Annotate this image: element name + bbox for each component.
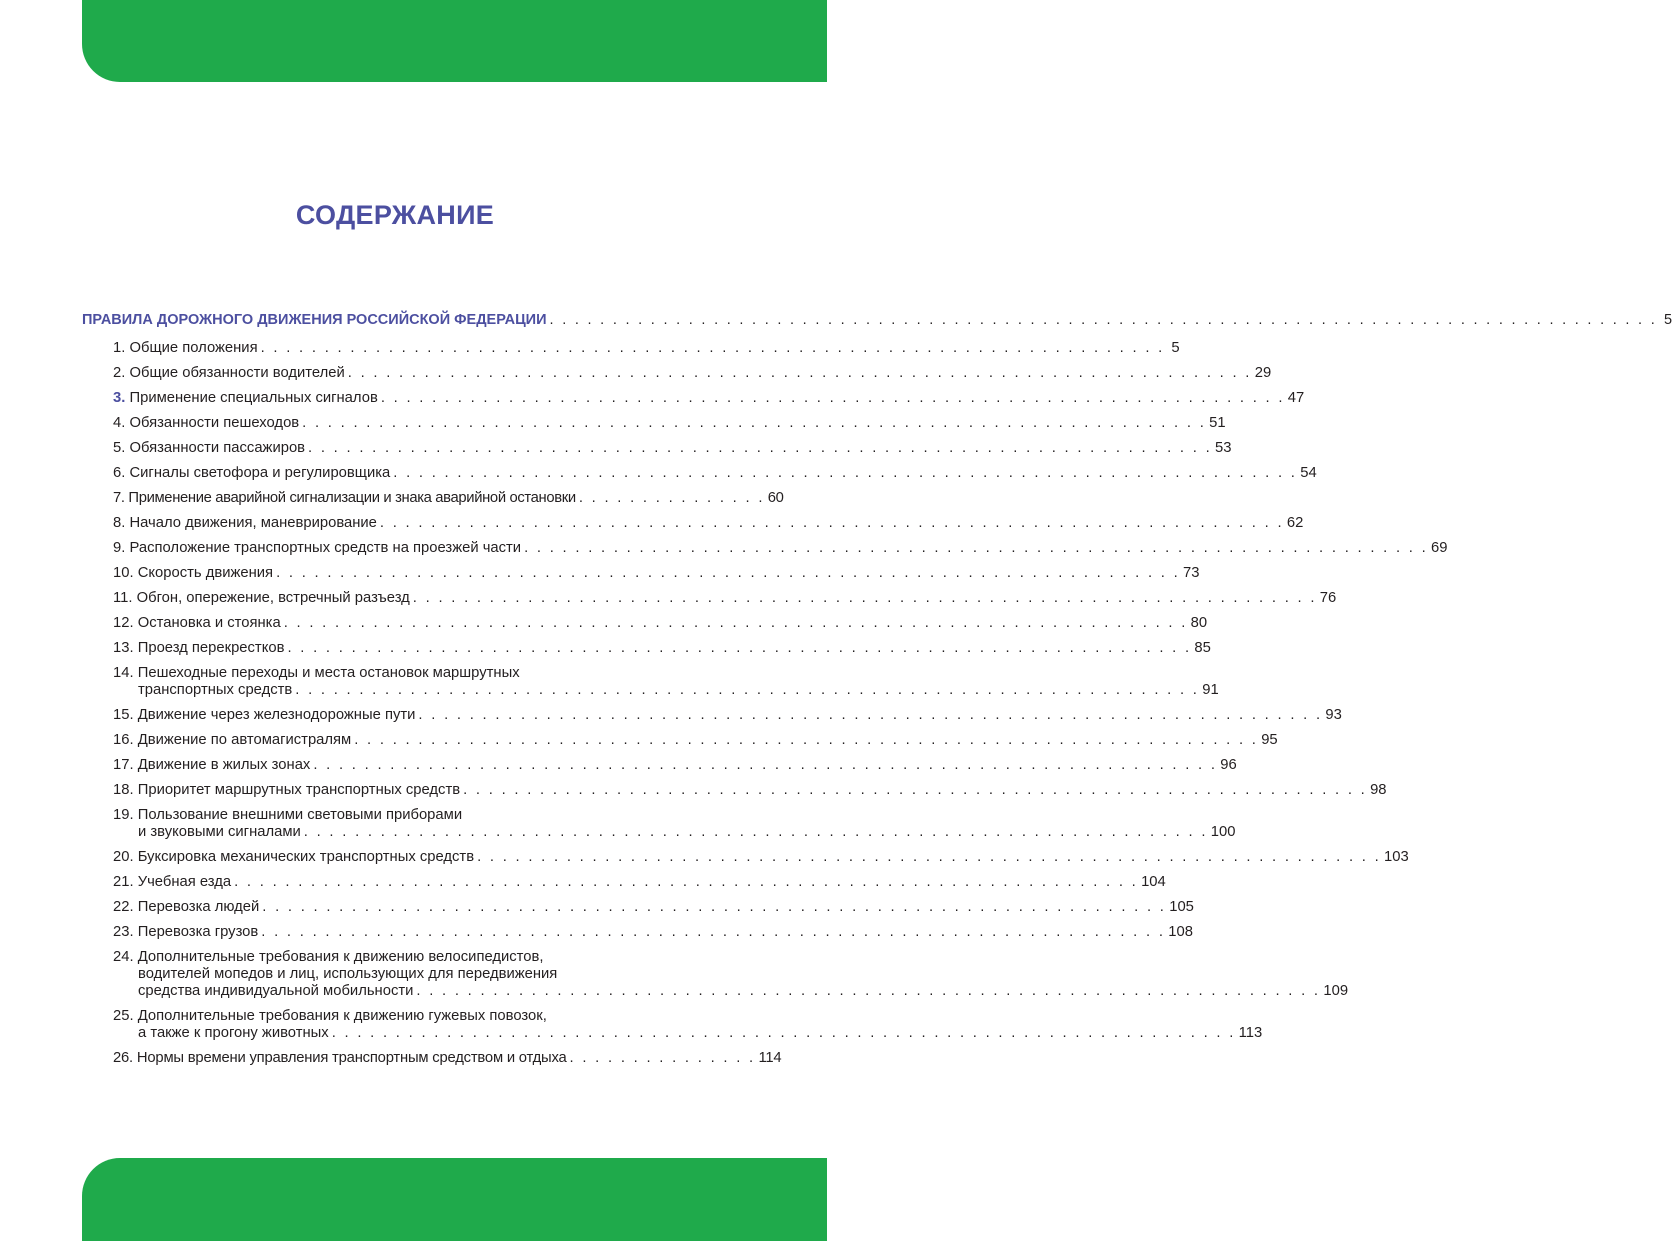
item-page: 114 — [758, 1050, 782, 1066]
toc-item[interactable] — [82, 874, 1166, 891]
dot-leader: . . . . . . . . . . . . . . . . . . . . . . . . . . . . . . . . . . . . . . . . . . . . . . . . . . . . . . . . . . . . . . . . . . . . . . . — [313, 757, 1218, 773]
item-label: 26. Нормы времени управления транспортным средством и отдыха — [113, 1050, 567, 1066]
toc-item[interactable] — [82, 590, 1337, 607]
dot-leader: . . . . . . . . . . . . . . . . . . . . . . . . . . . . . . . . . . . . . . . . . . . . . . . . . . . . . . . . . . . . . . . . . . . . . . . — [354, 732, 1259, 748]
dot-leader: . . . . . . . . . . . . . . . — [569, 1050, 756, 1066]
item-label: 22. Перевозка людей — [113, 899, 260, 915]
item-page: 109 — [1323, 983, 1349, 999]
toc-item[interactable] — [82, 807, 1236, 841]
toc-item[interactable] — [82, 365, 1272, 382]
item-label: 2. Общие обязанности водителей — [113, 365, 345, 381]
item-page: 108 — [1168, 924, 1193, 940]
item-label: 24. Дополнительные требования к движению велосипедистов, — [113, 949, 544, 965]
item-label: 3. Применение специальных сигналов — [113, 390, 378, 406]
item-label-continued: и звуковыми сигналами — [138, 824, 301, 840]
part-page: 5 — [1663, 312, 1672, 328]
toc-item[interactable] — [82, 340, 1180, 357]
item-page: 73 — [1183, 565, 1200, 581]
table-of-contents — [82, 312, 1672, 1075]
item-label: 25. Дополнительные требования к движению гужевых повозок, — [113, 1008, 547, 1024]
dot-leader: . . . . . . . . . . . . . . . . . . . . . . . . . . . . . . . . . . . . . . . . . . . . . . . . . . . . . . . . . . . . . . . . . . . . . . . — [261, 924, 1166, 940]
toc-item[interactable] — [82, 565, 1200, 582]
item-label: 13. Проезд перекрестков — [113, 640, 285, 656]
item-label: 12. Остановка и стоянка — [113, 615, 281, 631]
item-label: 7. Применение аварийной сигнализации и знака аварийной остановки — [113, 490, 576, 506]
item-label: 1. Общие положения — [113, 340, 258, 356]
item-page: 91 — [1202, 682, 1219, 698]
dot-leader: . . . . . . . . . . . . . . . . . . . . . . . . . . . . . . . . . . . . . . . . . . . . . . . . . . . . . . . . . . . . . . . . . . . . . . . . . . . . . . . . . . . . . . . . — [549, 312, 1658, 328]
dot-leader: . . . . . . . . . . . . . . . . . . . . . . . . . . . . . . . . . . . . . . . . . . . . . . . . . . . . . . . . . . . . . . . . . . . . . . . — [276, 565, 1181, 581]
toc-item[interactable] — [82, 640, 1211, 657]
toc-item[interactable] — [82, 707, 1342, 724]
dot-leader: . . . . . . . . . . . . . . . — [578, 490, 765, 506]
item-label: 21. Учебная езда — [113, 874, 232, 890]
dot-leader: . . . . . . . . . . . . . . . . . . . . . . . . . . . . . . . . . . . . . . . . . . . . . . . . . . . . . . . . . . . . . . . . . . . . . . . — [416, 983, 1321, 999]
item-label-continued: а также к прогону животных — [138, 1025, 329, 1041]
item-label: 10. Скорость движения — [113, 565, 274, 581]
item-label: 5. Обязанности пассажиров — [113, 440, 306, 456]
toc-item[interactable] — [82, 924, 1193, 941]
item-label: 16. Движение по автомагистралям — [113, 732, 352, 748]
toc-item[interactable] — [82, 757, 1237, 774]
toc-item[interactable] — [82, 1050, 782, 1067]
dot-leader: . . . . . . . . . . . . . . . . . . . . . . . . . . . . . . . . . . . . . . . . . . . . . . . . . . . . . . . . . . . . . . . . . . . . . . . — [477, 849, 1382, 865]
item-label-continued: транспортных средств — [138, 682, 293, 698]
item-page: 69 — [1431, 540, 1448, 556]
item-page: 98 — [1370, 782, 1387, 798]
item-page: 76 — [1319, 590, 1337, 606]
item-page: 51 — [1209, 415, 1226, 431]
item-page: 100 — [1210, 824, 1236, 840]
toc-part-heading[interactable] — [82, 312, 1672, 329]
toc-item[interactable] — [82, 465, 1317, 482]
dot-leader: . . . . . . . . . . . . . . . . . . . . . . . . . . . . . . . . . . . . . . . . . . . . . . . . . . . . . . . . . . . . . . . . . . . . . . . — [393, 465, 1298, 481]
dot-leader: . . . . . . . . . . . . . . . . . . . . . . . . . . . . . . . . . . . . . . . . . . . . . . . . . . . . . . . . . . . . . . . . . . . . . . . — [524, 540, 1429, 556]
item-page: 60 — [767, 490, 784, 506]
part-label: ПРАВИЛА ДОРОЖНОГО ДВИЖЕНИЯ РОССИЙСКОЙ ФЕДЕРАЦИИ — [82, 312, 547, 328]
dot-leader: . . . . . . . . . . . . . . . . . . . . . . . . . . . . . . . . . . . . . . . . . . . . . . . . . . . . . . . . . . . . . . . . . . . . . . . — [295, 682, 1200, 698]
dot-leader: . . . . . . . . . . . . . . . . . . . . . . . . . . . . . . . . . . . . . . . . . . . . . . . . . . . . . . . . . . . . . . . . . . . . . . . — [379, 515, 1284, 531]
item-label: 9. Расположение транспортных средств на проезжей части — [113, 540, 522, 556]
item-page: 54 — [1300, 465, 1317, 481]
item-page: 105 — [1169, 899, 1194, 915]
toc-item[interactable] — [82, 540, 1448, 557]
item-page: 5 — [1171, 340, 1180, 356]
item-page: 29 — [1254, 365, 1272, 381]
bottom-green-band — [82, 1158, 827, 1241]
toc-item[interactable] — [82, 515, 1304, 532]
dot-leader: . . . . . . . . . . . . . . . . . . . . . . . . . . . . . . . . . . . . . . . . . . . . . . . . . . . . . . . . . . . . . . . . . . . . . . . — [347, 365, 1252, 381]
toc-item[interactable] — [82, 949, 1349, 1000]
item-label-continued: водителей мопедов и лиц, использующих для передвижения — [138, 966, 558, 982]
toc-item[interactable] — [82, 732, 1278, 749]
toc-item[interactable] — [82, 1008, 1263, 1042]
dot-leader: . . . . . . . . . . . . . . . . . . . . . . . . . . . . . . . . . . . . . . . . . . . . . . . . . . . . . . . . . . . . . . . . . . . . . . . — [283, 615, 1188, 631]
dot-leader: . . . . . . . . . . . . . . . . . . . . . . . . . . . . . . . . . . . . . . . . . . . . . . . . . . . . . . . . . . . . . . . . . . . . . . . — [463, 782, 1368, 798]
item-label: 6. Сигналы светофора и регулировщика — [113, 465, 391, 481]
dot-leader: . . . . . . . . . . . . . . . . . . . . . . . . . . . . . . . . . . . . . . . . . . . . . . . . . . . . . . . . . . . . . . . . . . . . . . . — [262, 899, 1167, 915]
item-label: 23. Перевозка грузов — [113, 924, 259, 940]
toc-item[interactable] — [82, 440, 1232, 457]
toc-item[interactable] — [82, 665, 1219, 699]
dot-leader: . . . . . . . . . . . . . . . . . . . . . . . . . . . . . . . . . . . . . . . . . . . . . . . . . . . . . . . . . . . . . . . . . . . . . . . — [302, 415, 1207, 431]
item-label: 11. Обгон, опережение, встречный разъезд — [113, 590, 410, 606]
item-label: 19. Пользование внешними световыми приборами — [113, 807, 463, 823]
item-label: 18. Приоритет маршрутных транспортных средств — [113, 782, 461, 798]
toc-item[interactable] — [82, 490, 784, 507]
item-page: 103 — [1384, 849, 1409, 865]
item-page: 85 — [1194, 640, 1211, 656]
top-green-band — [82, 0, 827, 82]
item-label: 15. Движение через железнодорожные пути — [113, 707, 416, 723]
toc-item[interactable] — [82, 899, 1194, 916]
item-label: 20. Буксировка механических транспортных средств — [113, 849, 475, 865]
toc-item[interactable] — [82, 415, 1226, 432]
dot-leader: . . . . . . . . . . . . . . . . . . . . . . . . . . . . . . . . . . . . . . . . . . . . . . . . . . . . . . . . . . . . . . . . . . . . . . . — [308, 440, 1212, 456]
item-page: 53 — [1215, 440, 1232, 456]
dot-leader: . . . . . . . . . . . . . . . . . . . . . . . . . . . . . . . . . . . . . . . . . . . . . . . . . . . . . . . . . . . . . . . . . . . . . . . — [331, 1025, 1236, 1041]
item-page: 104 — [1141, 874, 1166, 890]
dot-leader: . . . . . . . . . . . . . . . . . . . . . . . . . . . . . . . . . . . . . . . . . . . . . . . . . . . . . . . . . . . . . . . . . . . . . . . — [260, 340, 1165, 356]
toc-item[interactable] — [82, 782, 1387, 799]
item-page: 95 — [1261, 732, 1278, 748]
item-label: 14. Пешеходные переходы и места остановок маршрутных — [113, 665, 520, 681]
dot-leader: . . . . . . . . . . . . . . . . . . . . . . . . . . . . . . . . . . . . . . . . . . . . . . . . . . . . . . . . . . . . . . . . . . . . . . . — [418, 707, 1323, 723]
dot-leader: . . . . . . . . . . . . . . . . . . . . . . . . . . . . . . . . . . . . . . . . . . . . . . . . . . . . . . . . . . . . . . . . . . . . . . . — [303, 824, 1208, 840]
item-page: 80 — [1190, 615, 1208, 631]
dot-leader: . . . . . . . . . . . . . . . . . . . . . . . . . . . . . . . . . . . . . . . . . . . . . . . . . . . . . . . . . . . . . . . . . . . . . . . — [287, 640, 1192, 656]
item-label: 17. Движение в жилых зонах — [113, 757, 311, 773]
item-label: 8. Начало движения, маневрирование — [113, 515, 377, 531]
item-page: 47 — [1287, 390, 1305, 406]
item-page: 62 — [1286, 515, 1304, 531]
page-title: СОДЕРЖАНИЕ — [295, 200, 495, 230]
dot-leader: . . . . . . . . . . . . . . . . . . . . . . . . . . . . . . . . . . . . . . . . . . . . . . . . . . . . . . . . . . . . . . . . . . . . . . . — [380, 390, 1285, 406]
toc-item[interactable] — [82, 849, 1409, 866]
toc-item[interactable] — [82, 615, 1208, 632]
toc-item[interactable] — [82, 390, 1305, 407]
item-label-continued: средства индивидуальной мобильности — [138, 983, 414, 999]
dot-leader: . . . . . . . . . . . . . . . . . . . . . . . . . . . . . . . . . . . . . . . . . . . . . . . . . . . . . . . . . . . . . . . . . . . . . . . — [412, 590, 1317, 606]
item-page: 96 — [1220, 757, 1237, 773]
dot-leader: . . . . . . . . . . . . . . . . . . . . . . . . . . . . . . . . . . . . . . . . . . . . . . . . . . . . . . . . . . . . . . . . . . . . . . . — [234, 874, 1139, 890]
item-page: 93 — [1325, 707, 1342, 723]
item-page: 113 — [1238, 1025, 1263, 1041]
item-label: 4. Обязанности пешеходов — [113, 415, 300, 431]
